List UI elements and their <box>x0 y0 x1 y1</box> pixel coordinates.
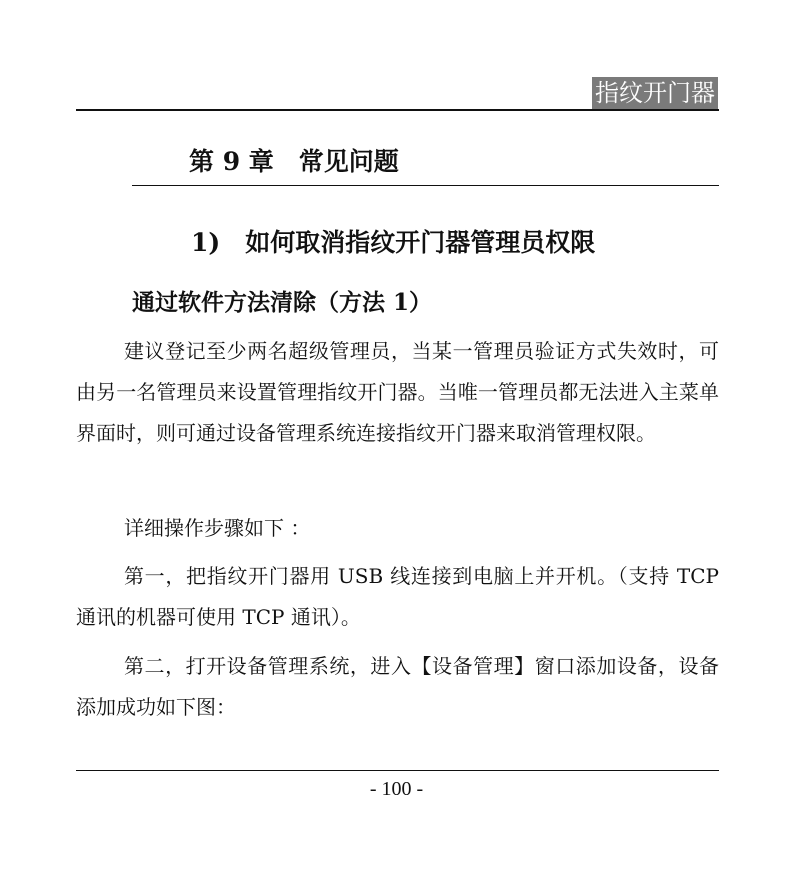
running-header-tag: 指纹开门器 <box>592 77 718 109</box>
method-title: 通过软件方法清除（方法 1） <box>132 289 433 316</box>
header-rule <box>76 109 719 111</box>
section-title: 1) 如何取消指纹开门器管理员权限 <box>191 228 596 257</box>
step-one-paragraph: 第一，把指纹开门器用 USB 线连接到电脑上并开机。（支持 TCP 通讯的机器可使用 TCP 通讯）。 <box>76 564 719 629</box>
step-two-paragraph: 第二，打开设备管理系统，进入【设备管理】窗口添加设备，设备添加成功如下图： <box>76 654 719 719</box>
chapter-rule <box>132 185 719 186</box>
steps-intro: 详细操作步骤如下 ： <box>124 516 311 540</box>
footer-rule <box>76 770 719 771</box>
intro-paragraph: 建议登记至少两名超级管理员，当某一管理员验证方式失效时，可由另一名管理员来设置管理指纹开门器。当唯一管理员都无法进入主菜单界面时，则可通过设备管理系统连接指纹开门器来取消管理权限。 <box>76 339 719 445</box>
chapter-title: 第 9 章 常见问题 <box>189 147 399 176</box>
page-number: - 100 - <box>369 778 424 800</box>
